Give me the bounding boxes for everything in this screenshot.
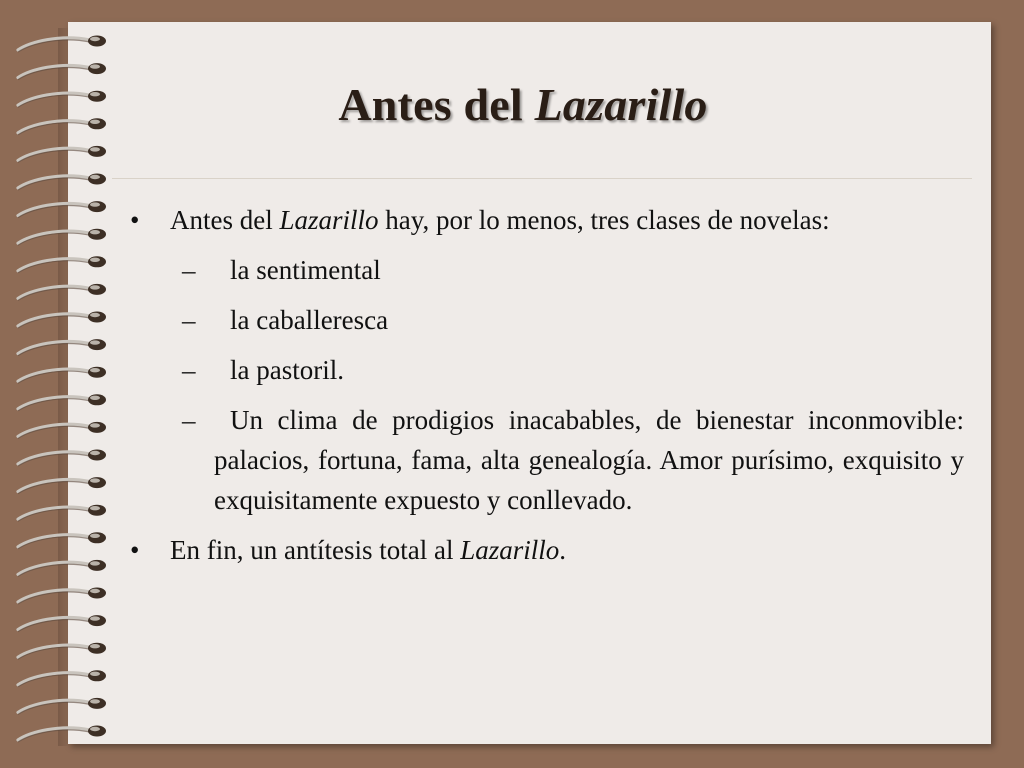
bullet-text-before: Antes del — [170, 205, 280, 235]
title-divider — [112, 178, 972, 179]
spiral-ring — [18, 532, 106, 549]
sub-item-text: la pastoril. — [230, 355, 344, 385]
spiral-ring — [18, 588, 106, 605]
bullet-item — [124, 530, 964, 570]
spiral-ring — [18, 312, 106, 329]
sub-item — [124, 250, 964, 290]
dash-mark: – — [182, 355, 196, 385]
bullet-text-after: hay, por lo menos, tres clases de novelas: — [378, 205, 830, 235]
spiral-ring — [18, 560, 106, 577]
spiral-ring — [18, 670, 106, 687]
spiral-ring — [18, 229, 106, 246]
bullet-text-before: En fin, un antítesis total al — [170, 535, 461, 565]
dash-mark: – — [182, 255, 196, 285]
sub-item-text: la sentimental — [230, 255, 381, 285]
bullet-mark: • — [130, 205, 140, 235]
dash-mark: – — [182, 305, 196, 335]
bullet-text-italic: Lazarillo — [279, 205, 379, 235]
spiral-ring — [18, 256, 106, 273]
sub-item — [124, 400, 964, 520]
sub-item — [124, 300, 964, 340]
title-prefix: Antes del — [338, 79, 535, 130]
spiral-ring — [18, 450, 106, 467]
dash-mark: – — [182, 405, 196, 435]
spiral-ring — [18, 643, 106, 660]
spiral-ring — [18, 339, 106, 356]
title-italic: Lazarillo — [534, 79, 708, 130]
slide-body — [124, 200, 964, 580]
sub-item — [124, 350, 964, 390]
spiral-ring — [18, 394, 106, 411]
sub-item-text: la caballeresca — [230, 305, 389, 335]
spiral-ring — [18, 698, 106, 715]
bullet-mark: • — [130, 535, 140, 565]
spiral-ring — [18, 422, 106, 439]
spiral-ring — [18, 174, 106, 191]
spiral-ring — [18, 146, 106, 163]
spiral-ring — [18, 36, 106, 53]
spiral-ring — [18, 367, 106, 384]
spiral-ring — [18, 201, 106, 218]
spiral-ring — [18, 477, 106, 494]
spiral-ring — [18, 505, 106, 522]
sub-item-text: Un clima de prodigios inacabables, de bienestar inconmovible: palacios, fortuna, fama, alta genealogía. Amor purísimo, exquisito y exquisitamente expuesto y conllevado. — [214, 405, 964, 515]
spiral-ring — [18, 726, 106, 743]
bullet-text-italic: Lazarillo — [460, 535, 560, 565]
spiral-ring — [18, 615, 106, 632]
bullet-item — [124, 200, 964, 240]
spiral-ring — [18, 284, 106, 301]
slide-title — [68, 78, 1024, 131]
bullet-text-after: . — [559, 535, 566, 565]
